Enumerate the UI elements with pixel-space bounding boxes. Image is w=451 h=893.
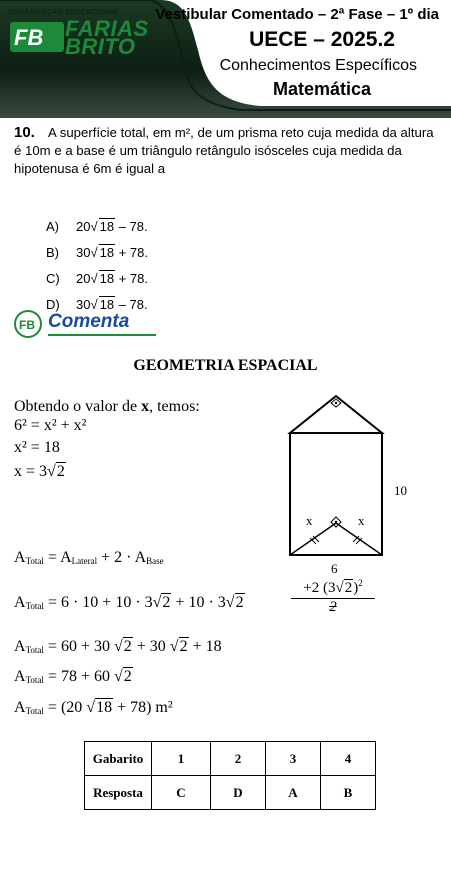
option-coef: 20 [76, 270, 91, 286]
fraction-denominator: 2 [329, 599, 337, 615]
brand-word-brito: BRITO [65, 34, 136, 59]
step-text-b: + 78) m² [113, 699, 173, 716]
farias-brito-logo-icon [10, 22, 64, 52]
sqrt-icon: √ [152, 594, 162, 611]
sqrt-icon: √ [113, 638, 123, 655]
exam-title: Vestibular Comentado – 2ª Fase – 1º dia [155, 6, 439, 23]
a-symbol: A [14, 668, 26, 685]
comenta-underline [48, 334, 156, 336]
exam-subject: Matemática [272, 79, 371, 99]
exam-edition: UECE – 2025.2 [249, 28, 395, 51]
diagram-label-x-left: x [306, 513, 313, 528]
radicand: 2 [123, 668, 132, 685]
option-coef: 30 [76, 296, 91, 312]
sqrt-icon: √ [90, 218, 98, 234]
exponent: 2 [358, 578, 363, 588]
diagram-label-hypotenuse: 6 [331, 561, 338, 576]
step-text: = 6 · 10 + 10 · 3 [47, 594, 153, 611]
radicand: 2 [162, 594, 171, 611]
numerator-text: +2 (3 [303, 580, 336, 596]
formula-mid: = A [43, 549, 72, 566]
comenta-label: Comenta [48, 311, 130, 332]
option-letter: C) [46, 270, 60, 286]
step-text-c: + 18 [188, 638, 222, 655]
step-text: = 78 + 60 [47, 668, 114, 685]
area-result [14, 698, 173, 717]
table-cell: B [321, 776, 376, 810]
option-radicand: 18 [99, 219, 115, 234]
step-text: = 60 + 30 [47, 638, 114, 655]
intro-text-end: , temos: [149, 398, 200, 415]
radicand: 2 [123, 638, 132, 655]
table-cell: A [266, 776, 321, 810]
option-rest: – 78. [115, 218, 148, 234]
option-b [46, 244, 148, 260]
option-c [46, 270, 148, 286]
sub-total: Total [25, 645, 44, 655]
sub-lateral: Lateral [71, 556, 98, 566]
eq3-text: x = 3 [14, 463, 48, 480]
a-symbol: A [14, 638, 26, 655]
a-symbol: A [14, 594, 26, 611]
table-header-cell: Resposta [85, 776, 152, 810]
option-rest: – 78. [115, 296, 148, 312]
formula-rest: + 2 · A [97, 549, 147, 566]
intro-variable: x [141, 398, 150, 415]
fraction-term [291, 578, 375, 616]
sub-total: Total [25, 601, 44, 611]
table-cell: 3 [266, 742, 321, 776]
sub-base: Base [146, 556, 164, 566]
sub-total: Total [25, 556, 44, 566]
radicand: 2 [235, 594, 244, 611]
fraction-numerator: +2 $(3√2)^2$ [291, 578, 375, 599]
sqrt-icon: √ [90, 270, 98, 286]
prism-net-diagram [280, 392, 420, 577]
question-text: A superfície total, em m², de um prisma reto cuja medida da altura é 10m e a base é um triângulo retângulo isósceles cuja medida da hipotenusa é 6m é igual a [14, 125, 434, 176]
equation-1: 6² = x² + x² [14, 417, 87, 434]
option-radicand: 18 [99, 245, 115, 260]
answer-key-table [84, 741, 376, 810]
equation-2: x² = 18 [14, 439, 60, 456]
sub-total: Total [25, 675, 44, 685]
sqrt-icon: √ [90, 296, 98, 312]
equation-3 [14, 462, 66, 481]
option-letter: A) [46, 218, 59, 234]
radicand: 2 [179, 638, 188, 655]
table-cell: D [211, 776, 266, 810]
option-rest: + 78. [115, 270, 148, 286]
option-d [46, 296, 148, 312]
a-symbol: A [14, 699, 26, 716]
intro-text: Obtendo o valor de [14, 398, 142, 415]
sqrt-icon: √ [335, 580, 344, 596]
page-header [0, 0, 451, 118]
question-number: 10. [14, 124, 35, 141]
option-radicand: 18 [99, 297, 115, 312]
diagram-label-x-right: x [358, 513, 365, 528]
comenta-logo-icon [14, 310, 42, 338]
area-step-2 [14, 637, 222, 656]
step-text-b: + 10 · 3 [171, 594, 226, 611]
brand-word-farias: FARIAS [65, 16, 149, 41]
sqrt-icon: √ [86, 699, 96, 716]
eq3-radicand: 2 [56, 463, 65, 480]
table-cell: C [152, 776, 211, 810]
sub-total: Total [25, 706, 44, 716]
sqrt-icon: √ [47, 463, 56, 480]
table-row [85, 776, 376, 810]
section-title: GEOMETRIA ESPACIAL [133, 357, 318, 374]
svg-text:FB: FB [19, 318, 35, 332]
org-label: ORGANIZAÇÃO EDUCACIONAL [8, 9, 120, 16]
diagram-label-height: 10 [394, 483, 407, 498]
svg-text:FB: FB [14, 25, 44, 50]
option-letter: B) [46, 244, 59, 260]
exam-area: Conhecimentos Específicos [219, 57, 417, 74]
table-cell: 4 [321, 742, 376, 776]
sqrt-icon: √ [90, 244, 98, 260]
sqrt-icon: √ [113, 668, 123, 685]
area-step-3 [14, 667, 133, 686]
sqrt-icon: √ [169, 638, 179, 655]
radicand: 2 [344, 580, 353, 596]
step-text: = (20 [47, 699, 87, 716]
option-coef: 20 [76, 218, 91, 234]
option-a [46, 218, 148, 234]
option-rest: + 78. [115, 244, 148, 260]
table-cell: 1 [152, 742, 211, 776]
table-header-cell: Gabarito [85, 742, 152, 776]
option-coef: 30 [76, 244, 91, 260]
area-step-1 [14, 593, 245, 612]
sqrt-icon: √ [225, 594, 235, 611]
radicand: 18 [96, 699, 113, 716]
option-letter: D) [46, 296, 60, 312]
area-formula [14, 549, 164, 567]
a-symbol: A [14, 549, 26, 566]
step-text-b: + 30 [132, 638, 170, 655]
table-cell: 2 [211, 742, 266, 776]
table-row [85, 742, 376, 776]
option-radicand: 18 [99, 271, 115, 286]
solution-intro [14, 398, 200, 416]
